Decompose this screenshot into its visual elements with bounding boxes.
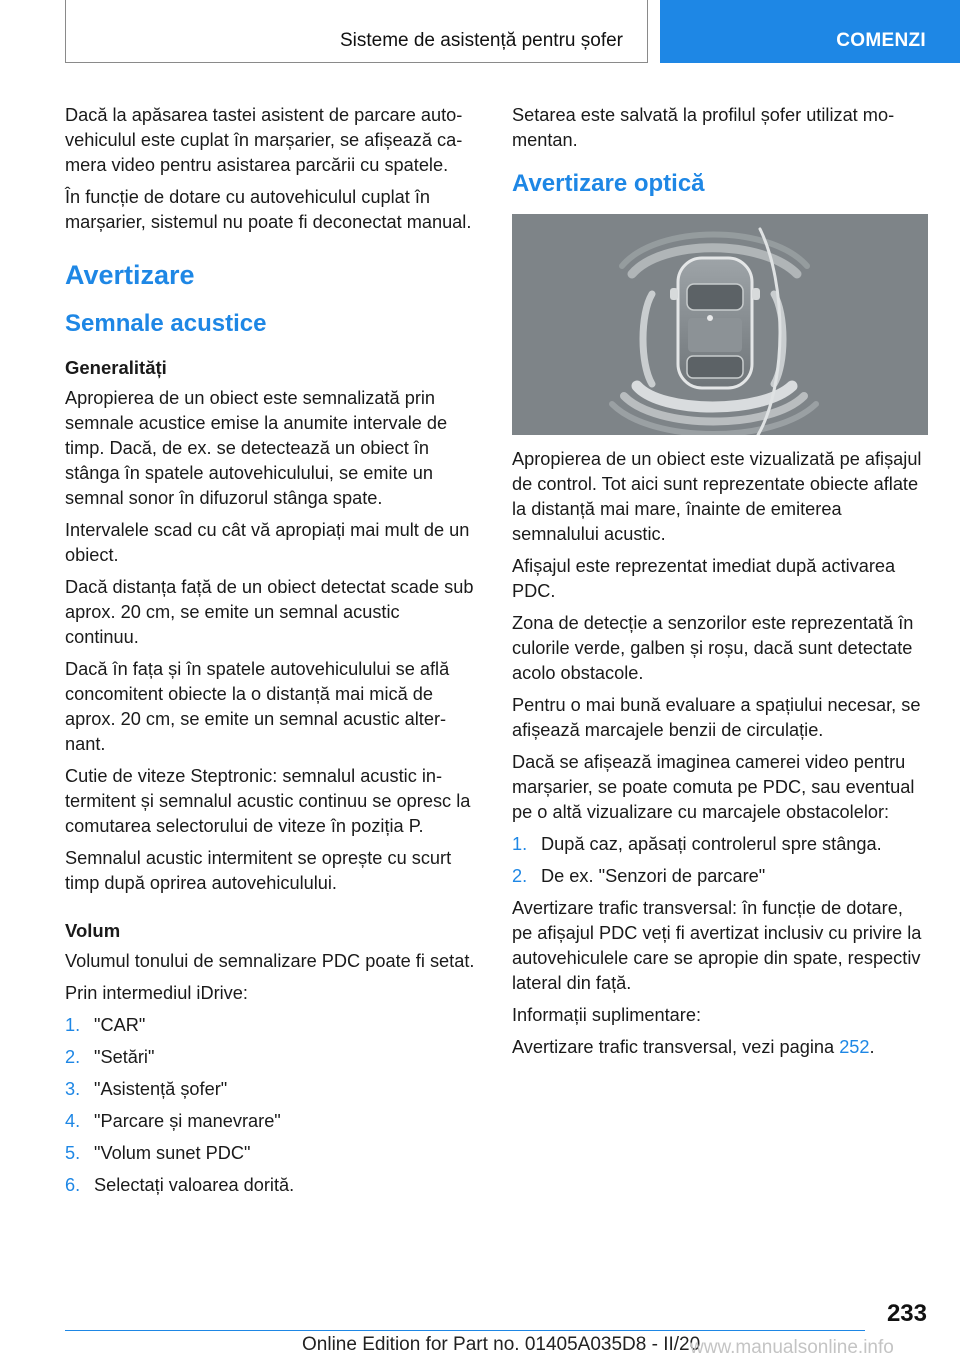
step-text: "CAR" [94,1015,146,1035]
parking-sensor-display-icon [512,214,928,435]
step-number: 2. [512,866,528,886]
chapter-tab-label: COMENZI [836,30,926,51]
paragraph: Intervalele scad cu cât vă apropiați mai mult de un obiect. [65,520,470,565]
section-title: Sisteme de asistență pentru șofer [339,30,623,51]
list-item [65,1077,477,1102]
paragraph: Apropierea de un obiect este vizualizată pe afișajul de control. Tot aici sunt reprezentate obiecte aflate la distanță mai mare, înainte de emiterea semnalului acustic. [512,449,922,544]
cross-reference-text: Avertizare trafic transversal, vezi pagina [512,1037,840,1057]
right-column [512,103,924,1067]
paragraph: Pentru o mai bună evaluare a spațiului necesar, se afișează marcajele benzii de circulație. [512,695,921,740]
list-item [65,1109,477,1134]
heading-volume: Volum [65,920,121,941]
edition-footer: Online Edition for Part no. 01405A035D8 - II/20 [302,1334,701,1355]
parking-sensor-figure [512,214,928,435]
step-number: 1. [65,1015,81,1035]
step-text: Selectați valoarea dorită. [94,1175,295,1195]
step-number: 6. [65,1175,81,1195]
paragraph: Afișajul este reprezentat imediat după activarea PDC. [512,556,896,601]
paragraph: Informații suplimentare: [512,1005,702,1025]
paragraph: Zona de detecție a senzorilor este reprezentată în culorile verde, galben și roșu, dacă sunt detectate acolo obstacole. [512,613,914,683]
step-number: 5. [65,1143,81,1163]
heading-warning: Avertizare [65,260,195,290]
left-column [65,103,477,1205]
controller-steps-list [512,832,924,889]
step-text: "Asistență șofer" [94,1079,228,1099]
cross-reference-paragraph [512,1035,924,1060]
footer-divider [65,1330,865,1331]
idrive-steps-list [65,1013,477,1198]
page-number: 233 [886,1300,927,1327]
step-number: 1. [512,834,528,854]
paragraph: Apropierea de un obiect este semnalizată prin semnale acustice emise la anumite intervale de timp. Dacă, de ex. se detectează un obiect în stânga în spatele autovehiculului, se emite un semnal sonor în difuzorul stânga spate. [65,388,448,508]
list-item [512,832,924,857]
paragraph: Prin intermediul iDrive: [65,983,248,1003]
paragraph: Dacă se afișează imaginea camerei video pentru marșarier, se poate comuta pe PDC, sau eventual pe o altă vizualizare cu marcajele obstacolelor: [512,752,915,822]
header-box [65,0,648,63]
list-item [65,1013,477,1038]
paragraph: Cutie de viteze Steptronic: semnalul acustic intermitent și semnalul acustic continuu se opresc la comutarea selectorului de viteze în poziția P. [65,766,471,836]
step-number: 3. [65,1079,81,1099]
step-text: După caz, apăsați controlerul spre stânga. [541,834,882,854]
paragraph: Setarea este salvată la profilul șofer utilizat momentan. [512,105,895,150]
heading-optical-warning: Avertizare optică [512,170,705,197]
list-item [65,1173,477,1198]
intro-paragraph: Dacă la apăsarea tastei asistent de parcare autovehiculul este cuplat în marșarier, se afișează camera video pentru asistarea parcării cu spatele. [65,105,463,175]
intro-paragraph: În funcție de dotare cu autovehiculul cuplat în marșarier, sistemul nu poate fi deconectat manual. [65,187,472,232]
paragraph: Semnalul acustic intermitent se oprește cu scurt timp după oprirea autovehiculului. [65,848,452,893]
step-number: 2. [65,1047,81,1067]
chapter-tab [660,0,960,63]
list-item [65,1141,477,1166]
step-number: 4. [65,1111,81,1131]
page-link-252[interactable]: 252 [839,1037,870,1057]
step-text: "Volum sunet PDC" [94,1143,251,1163]
paragraph: Avertizare trafic transversal: în funcție de dotare, pe afișajul PDC veți fi avertizat inclusiv cu privire la autovehiculele care se apropie din spate, respectiv lateral din față. [512,898,922,993]
step-text: De ex. "Senzori de parcare" [541,866,766,886]
watermark: www.manualsonline.info [690,1337,894,1358]
heading-general: Generalități [65,357,167,378]
paragraph: Dacă în fața și în spatele autovehiculului se află concomitent obiecte la o distanță mai mică de aprox. 20 cm, se emite un semnal acustic alternant. [65,659,450,754]
step-text: "Setări" [94,1047,155,1067]
list-item [512,864,924,889]
list-item [65,1045,477,1070]
cross-reference-end: . [869,1037,875,1057]
paragraph: Volumul tonului de semnalizare PDC poate fi setat. [65,951,475,971]
step-text: "Parcare și manevrare" [94,1111,281,1131]
paragraph: Dacă distanța față de un obiect detectat scade sub aprox. 20 cm, se emite un semnal acustic continuu. [65,577,474,647]
heading-acoustic-signals: Semnale acustice [65,310,267,337]
